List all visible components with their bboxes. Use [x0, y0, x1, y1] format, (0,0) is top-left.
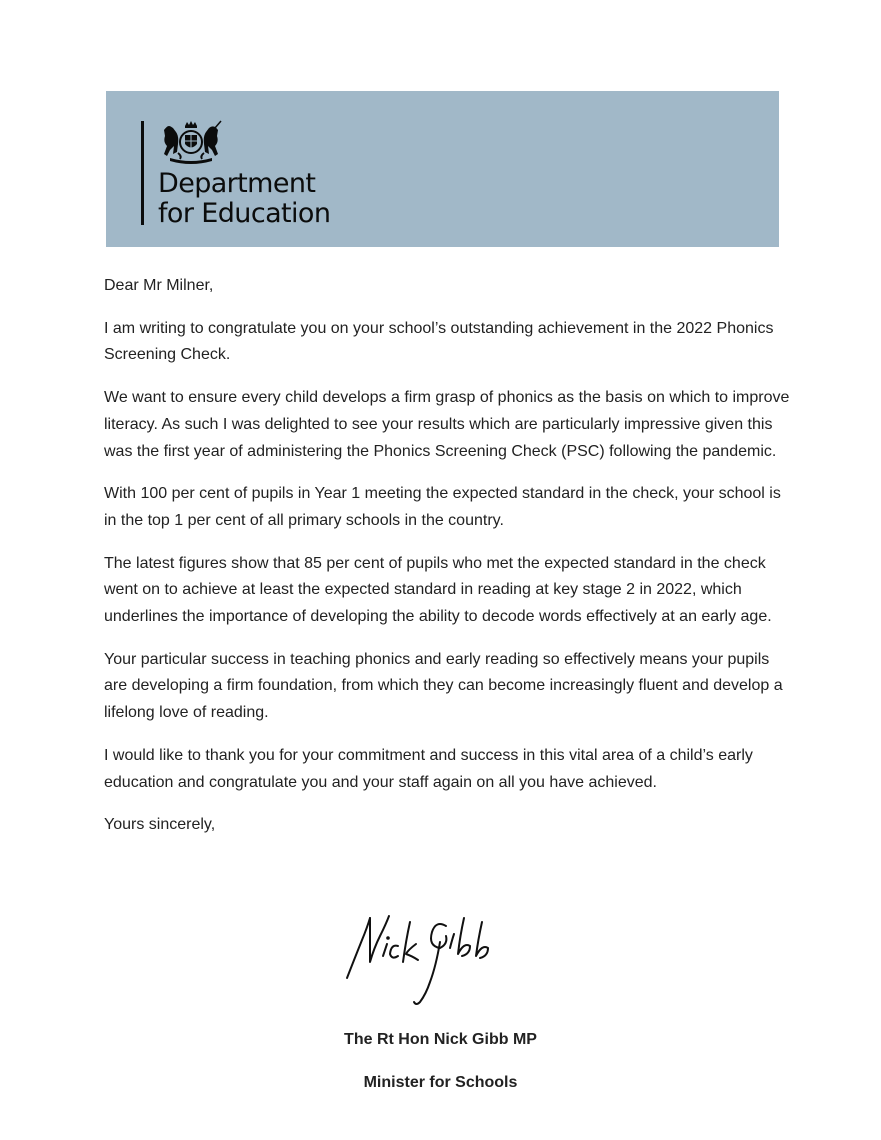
- department-logo-text: [158, 169, 330, 229]
- department-name-line1: Department: [158, 168, 316, 199]
- paragraph-2: We want to ensure every child develops a firm grasp of phonics as the basis on which to improve literacy. As such I was delighted to see your results which are particularly impressive given this was the first year of administering the Phonics Screening Check (PSC) following the pandemic.: [104, 389, 790, 460]
- signatory-title: Minister for Schools: [363, 1074, 518, 1091]
- signatory-name: The Rt Hon Nick Gibb MP: [344, 1031, 537, 1048]
- signature-image: [340, 910, 495, 1010]
- department-name-line2: for Education: [158, 198, 331, 229]
- paragraph-5: Your particular success in teaching phonics and early reading so effectively means your pupils are developing a firm foundation, from which they can become increasingly fluent and develop a lifelong love of reading.: [104, 650, 783, 722]
- royal-crest-icon: [158, 120, 224, 164]
- paragraph-1: I am writing to congratulate you on your school’s outstanding achievement in the 2022 Phonics Screening Check.: [104, 319, 774, 364]
- salutation: Dear Mr Milner,: [104, 277, 214, 294]
- logo-divider: [141, 121, 144, 225]
- closing: Yours sincerely,: [104, 816, 216, 834]
- paragraph-6: I would like to thank you for your commitment and success in this vital area of a child’s early education and congratulate you and your staff again on all you have achieved.: [104, 746, 753, 791]
- header-banner: [106, 91, 779, 247]
- paragraph-4: The latest figures show that 85 per cent of pupils who met the expected standard in the check went on to achieve at least the expected standard in reading at key stage 2 in 2022, which underlines the importance of developing the ability to decode words effectively at an early age.: [104, 554, 772, 626]
- paragraph-3: With 100 per cent of pupils in Year 1 meeting the expected standard in the check, your school is in the top 1 per cent of all primary schools in the country.: [104, 485, 781, 529]
- letter-body: [104, 273, 794, 855]
